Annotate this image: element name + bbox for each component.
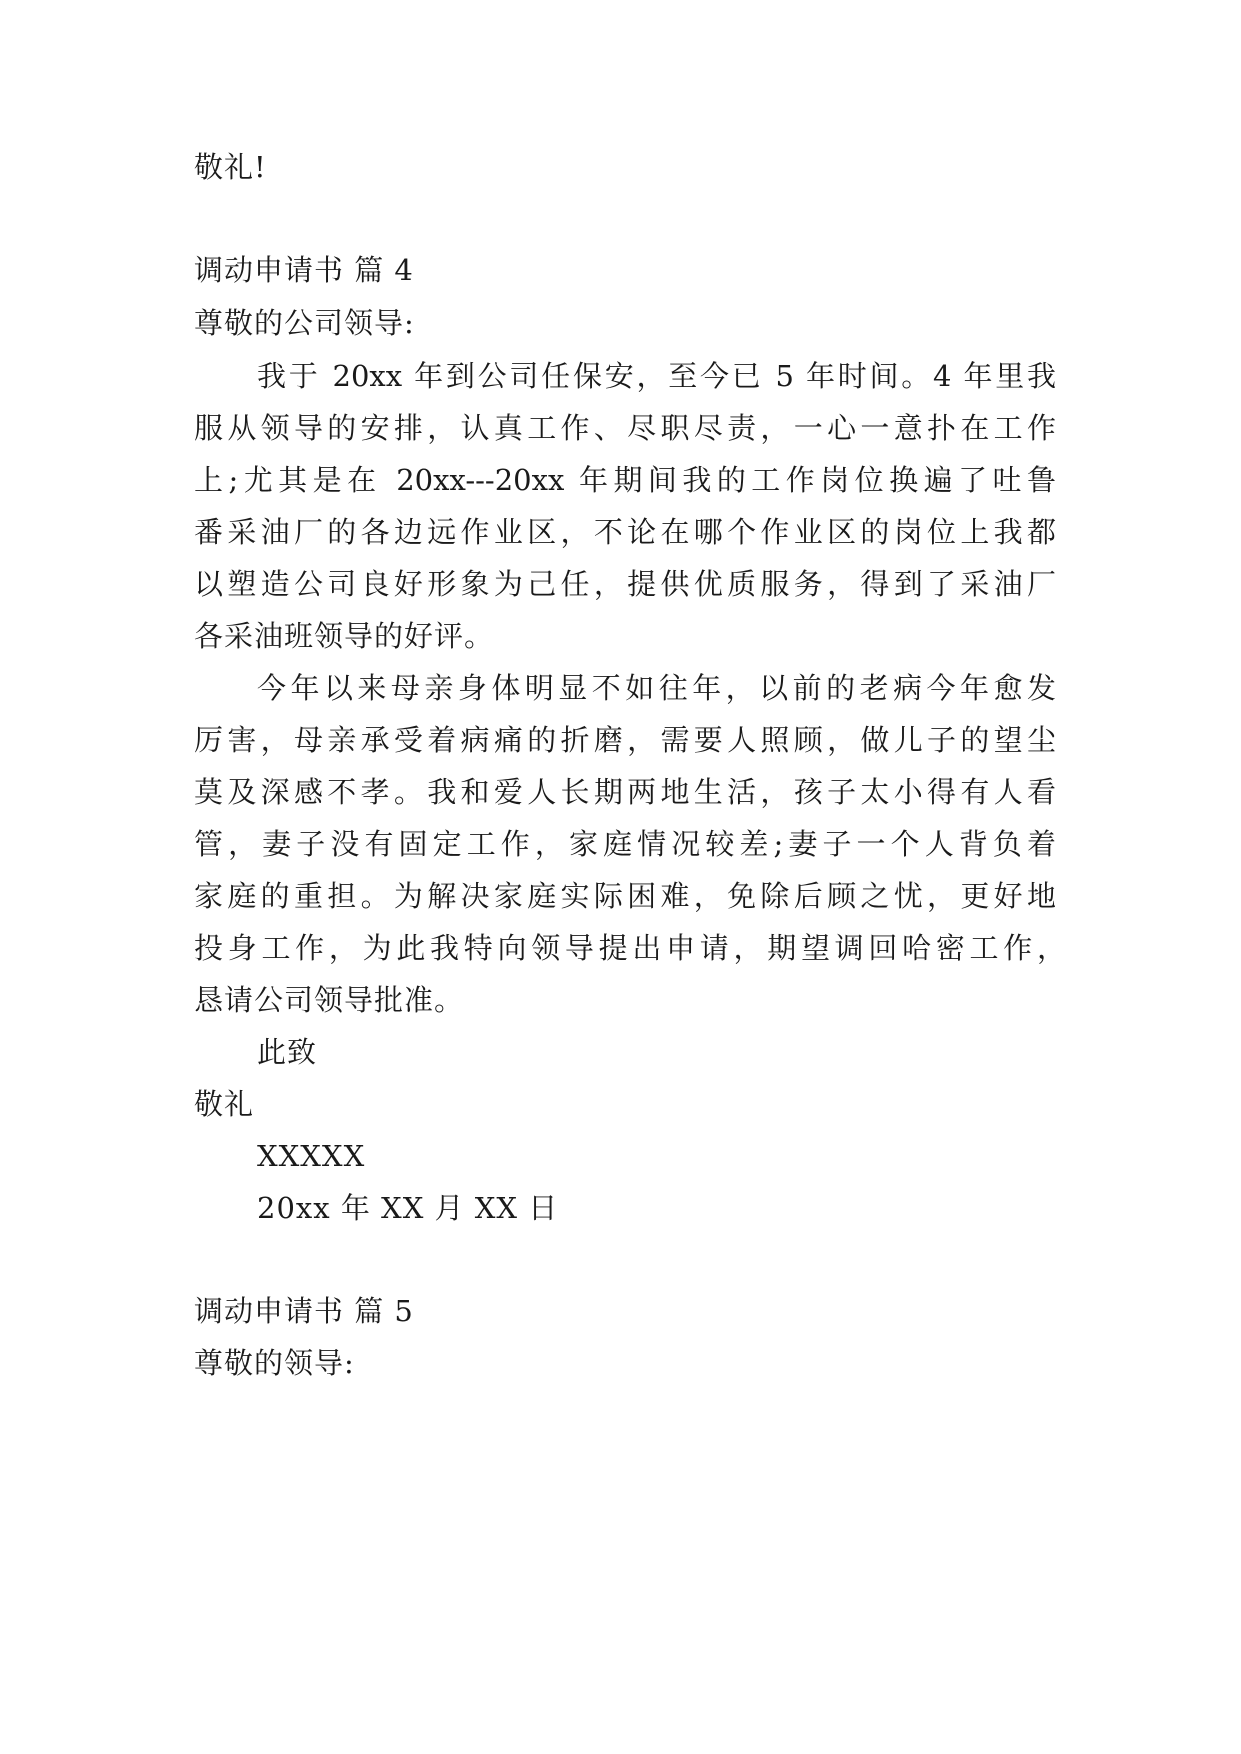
paragraph-line: 服从领导的安排，认真工作、尽职尽责，一心一意扑在工作 xyxy=(194,411,1056,445)
paragraph-line: 各采油班领导的好评。 xyxy=(194,619,495,653)
paragraph-line: 管，妻子没有固定工作，家庭情况较差;妻子一个人背负着 xyxy=(194,827,1056,861)
paragraph-line: 投身工作，为此我特向领导提出申请，期望调回哈密工作， xyxy=(194,931,1066,965)
date: 20xx 年 XX 月 XX 日 xyxy=(257,1191,559,1225)
paragraph-line: 番采油厂的各边远作业区，不论在哪个作业区的岗位上我都 xyxy=(194,515,1056,549)
paragraph-line: 上;尤其是在 20xx---20xx 年期间我的工作岗位换遍了吐鲁 xyxy=(194,463,1056,497)
letter-salutation: 尊敬的领导: xyxy=(194,1346,355,1380)
paragraph-line: 恳请公司领导批准。 xyxy=(194,983,465,1017)
paragraph-line: 厉害，母亲承受着病痛的折磨，需要人照顾，做儿子的望尘 xyxy=(194,723,1056,757)
paragraph-line: 以塑造公司良好形象为己任，提供优质服务，得到了采油厂 xyxy=(194,567,1056,601)
closing-salutation: 敬礼 xyxy=(194,1087,255,1121)
signature: XXXXX xyxy=(257,1139,366,1173)
section-title: 调动申请书 篇 5 xyxy=(194,1294,414,1328)
closing-salutation: 敬礼! xyxy=(194,150,267,184)
closing-phrase: 此致 xyxy=(257,1035,318,1069)
paragraph-line: 我于 20xx 年到公司任保安，至今已 5 年时间。4 年里我 xyxy=(257,359,1056,393)
paragraph-line: 今年以来母亲身体明显不如往年，以前的老病今年愈发 xyxy=(257,671,1056,705)
letter-salutation: 尊敬的公司领导: xyxy=(194,306,415,340)
paragraph-line: 家庭的重担。为解决家庭实际困难，免除后顾之忧，更好地 xyxy=(194,879,1056,913)
section-title: 调动申请书 篇 4 xyxy=(194,253,414,287)
paragraph-line: 莫及深感不孝。我和爱人长期两地生活，孩子太小得有人看 xyxy=(194,775,1056,809)
